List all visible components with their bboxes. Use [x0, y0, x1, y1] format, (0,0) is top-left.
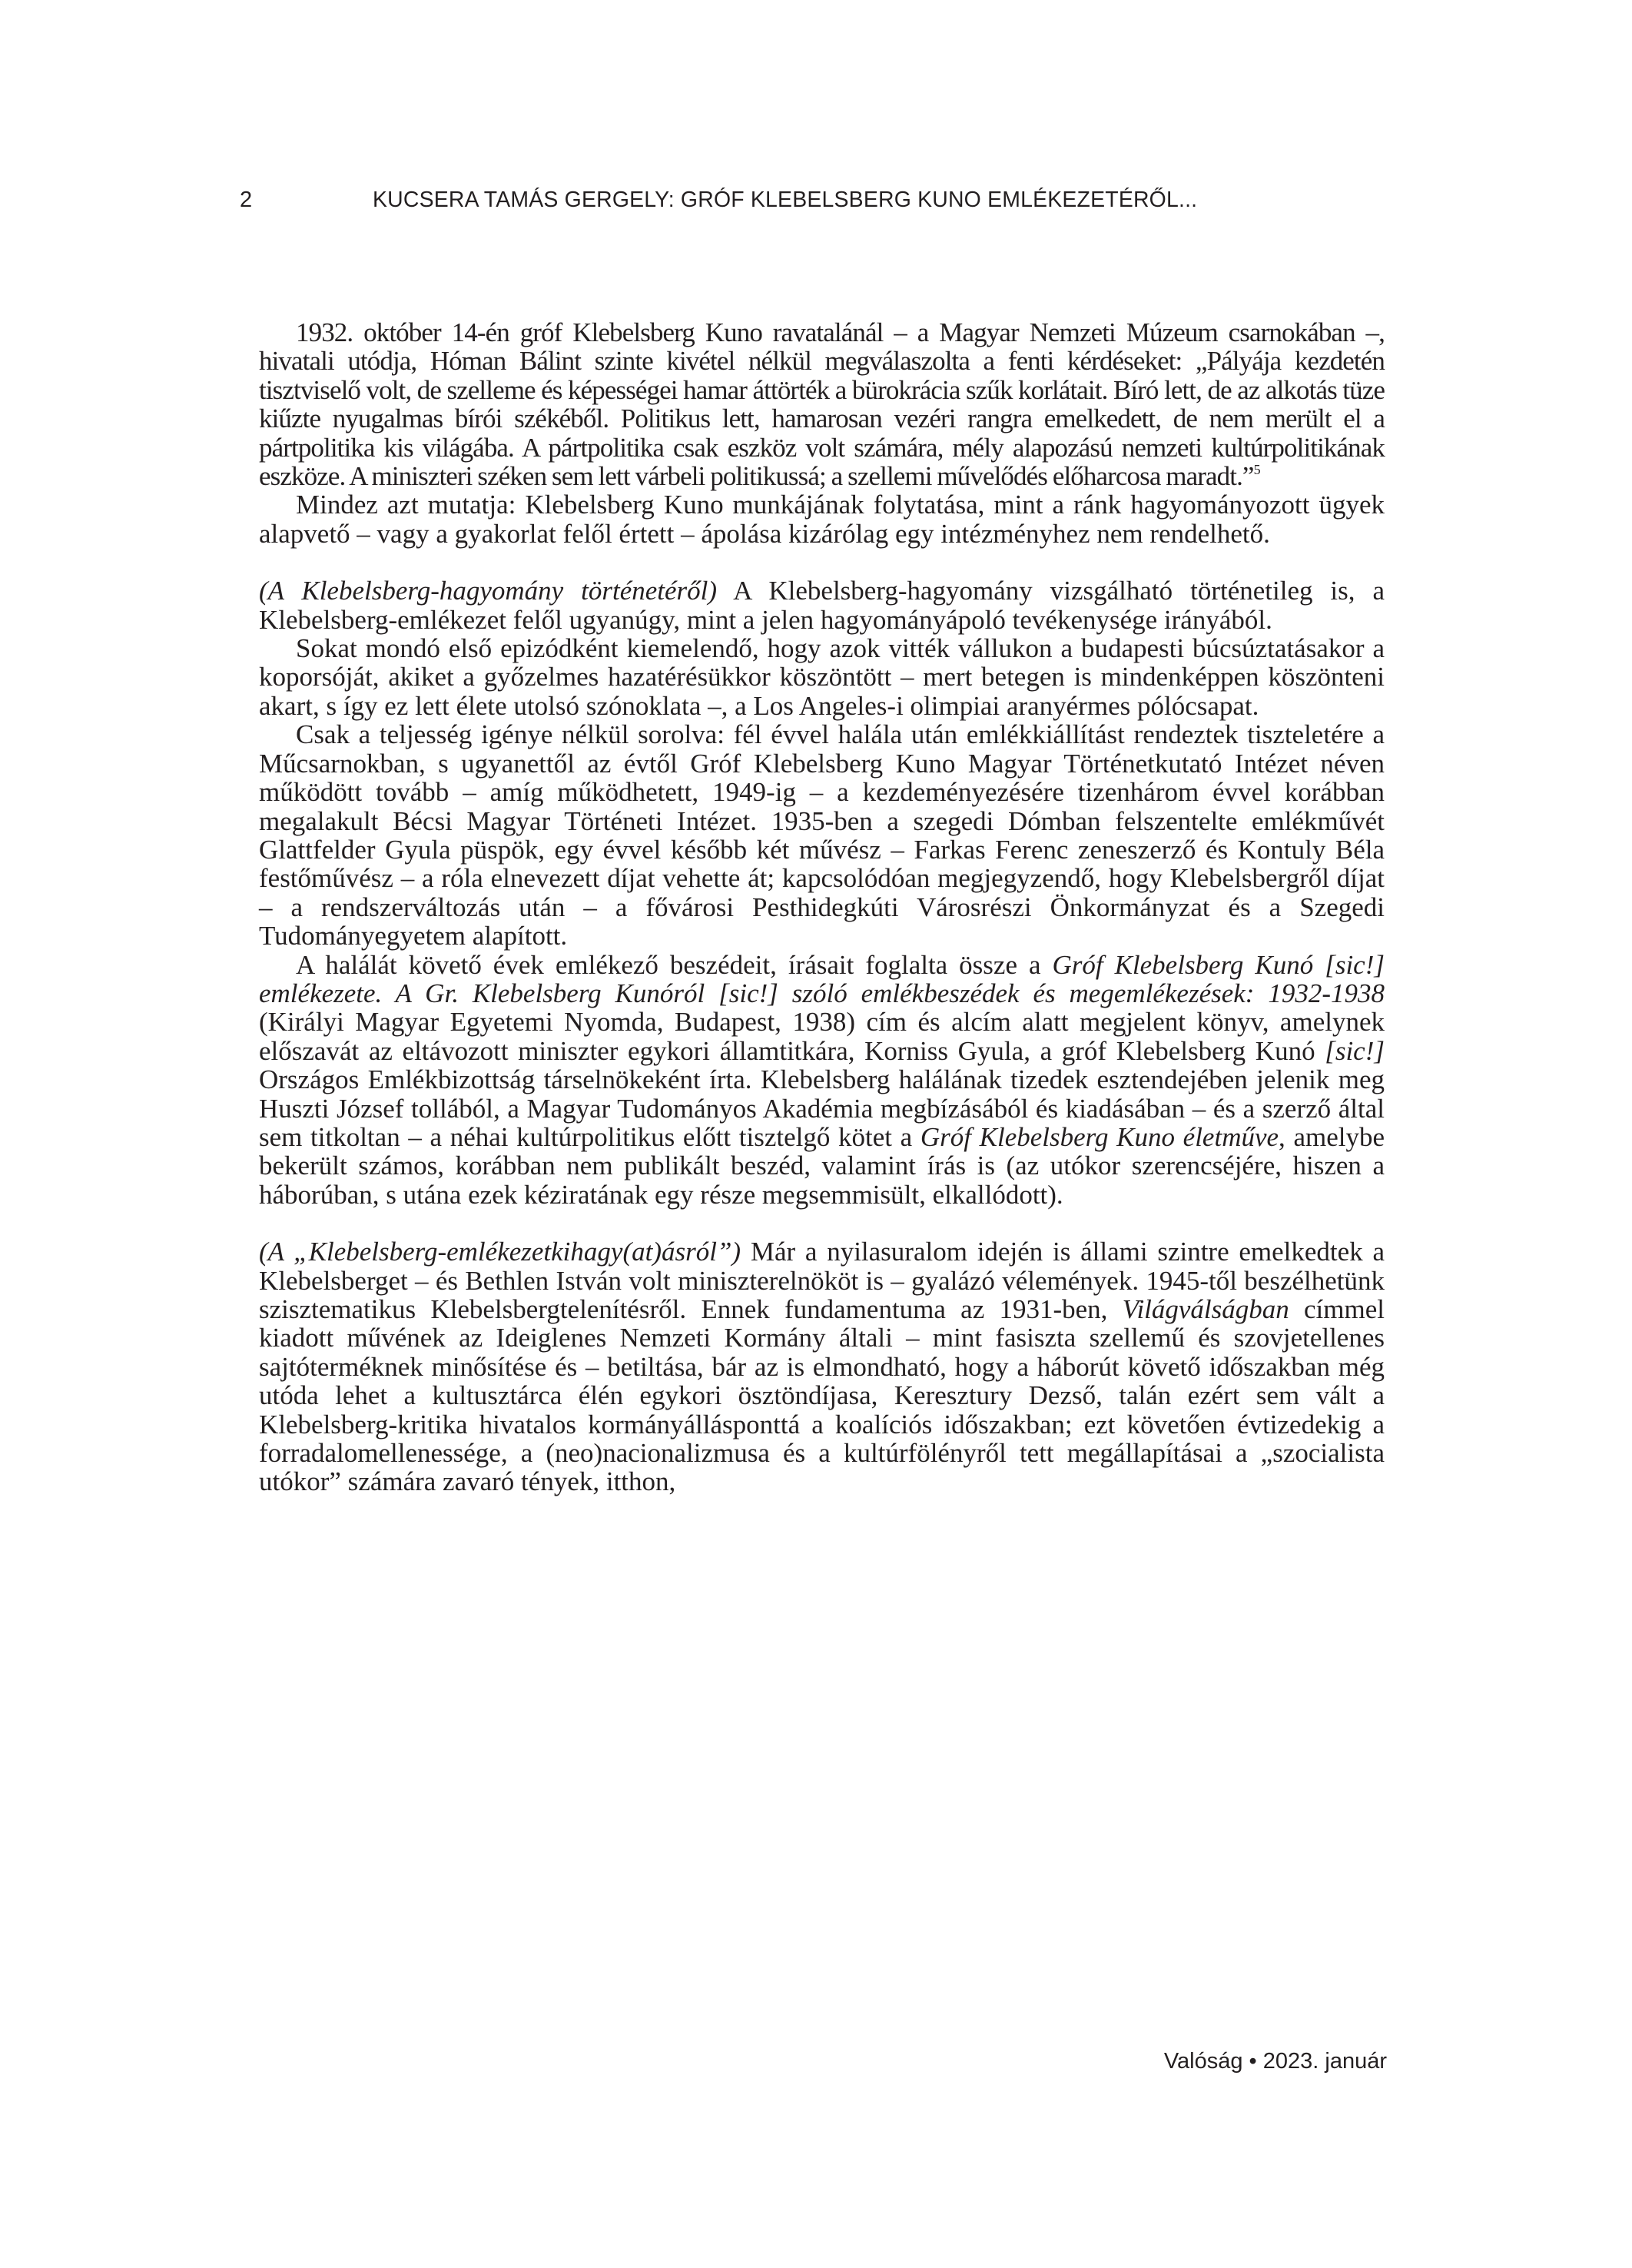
- running-title: KUCSERA TAMÁS GERGELY: GRÓF KLEBELSBERG KUNO EMLÉKEZETÉRŐL...: [373, 188, 1198, 212]
- book-title: Gróf Klebelsberg Kuno életműve: [920, 1121, 1279, 1152]
- paragraph-text: A Klebelsberg-hagyomány vizsgálható történetileg is, a Klebelsberg-emlékezet felől ugyanúgy, mint a jelen hagyományápoló tevékenysége irányából.: [259, 576, 1385, 635]
- paragraph: [259, 318, 1385, 490]
- section-heading: (A „Klebelsberg-emlékezetkihagy(at)ásról”): [259, 1237, 741, 1267]
- book-title: Világválságban: [1122, 1294, 1289, 1324]
- sic-note: [sic!]: [1325, 1035, 1385, 1066]
- paragraph-text: Már a nyilasuralom idején is állami szintre emelkedtek a Klebelsberget – és Bethlen István volt miniszterelnököt is – gyalázó vélemények. 1945-től beszélhetünk szisztematikus Klebelsbergtelenítésről. Ennek fundamentuma az 1931-ben,: [259, 1237, 1385, 1324]
- paragraph-text: (Királyi Magyar Egyetemi Nyomda, Budapest, 1938) cím és alcím alatt megjelent könyv, amelynek előszavát az eltávozott miniszter egykori államtitkára, Korniss Gyula, a gróf Klebelsberg Kunó: [259, 1007, 1385, 1066]
- section-paragraph: [259, 576, 1385, 634]
- paragraph-text: címmel kiadott művének az Ideiglenes Nemzeti Kormány általi – mint fasiszta szellemű és szovjetellenes sajtóterméknek minősítése és – betiltása, bár az is elmondható, hogy a háborút követő időszakban még utóda lehet a kultusztárca élén egykori ösztöndíjasa, Keresztury Dezső, talán ezért sem vált a Klebelsberg-kritika hivatalos kormányállásponttá a koalíciós időszakban; ezt követően évtizedekig a forradalomellenessége, a (neo)nacionalizmusa és a kultúrfölényről tett megállapításai a „szocialista utókor” számára zavaró tények, itthon,: [259, 1294, 1385, 1497]
- paragraph: [259, 951, 1385, 1210]
- book-title: Gróf Klebelsberg Kunó [sic!] emlékezete. A Gr. Klebelsberg Kunóról [sic!] szóló emlékbeszédek és megemlékezések: 1932-1938: [259, 949, 1385, 1008]
- section-heading: (A Klebelsberg-hagyomány történetéről): [259, 576, 718, 606]
- running-header: [238, 188, 1391, 218]
- paragraph: Mindez azt mutatja: Klebelsberg Kuno munkájának folytatása, mint a ránk hagyományozott ügyek alapvető – vagy a gyakorlat felől értett – ápolása kizárólag egy intézményhez nem rendelhető.: [259, 490, 1385, 549]
- paragraph-text: Országos Emlékbizottság társelnökeként írta. Klebelsberg halálának tizedek esztendejében jelenik meg Huszti József tollából, a Magyar Tudományos Akadémia megbízásából és kiadásában – és a szerző által sem titkoltan – a néhai kultúrpolitikus előtt tisztelgő kötet a: [259, 1064, 1385, 1152]
- paragraph: Sokat mondó első epizódként kiemelendő, hogy azok vitték vállukon a budapesti búcsúztatásakor a koporsóját, akiket a győzelmes hazatérésükkor köszöntött – mert betegen is mindenképpen köszönteni akart, s így ez lett élete utolsó szónoklata –, a Los Angeles-i olimpiai aranyérmes pólócsapat.: [259, 633, 1385, 721]
- paragraph: Csak a teljesség igénye nélkül sorolva: fél évvel halála után emlékkiállítást rendeztek tiszteletére a Műcsarnokban, s ugyanettől az évtől Gróf Klebelsberg Kuno Magyar Történetkutató Intézet néven működött tovább – amíg működhetett, 1949-ig – a kezdeményezésére tizenhárom évvel korábban megalakult Bécsi Magyar Történeti Intézet. 1935-ben a szegedi Dómban felszentelte emlékművét Glattfelder Gyula püspök, egy évvel később két művész – Farkas Ferenc zeneszerző és Kontuly Béla festőművész – a róla elnevezett díjat vehette át; kapcsolódóan megjegyzendő, hogy Klebelsbergről díjat – a rendszerváltozás után – a fővárosi Pesthidegkúti Városrészi Önkormányzat és a Szegedi Tudományegyetem alapított.: [259, 719, 1385, 951]
- paragraph-text: A halálát követő évek emlékező beszédeit, írásait foglalta össze a: [296, 949, 1053, 980]
- article-body: [259, 318, 1385, 1496]
- paragraph-text: 1932. október 14-én gróf Klebelsberg Kuno ravatalánál – a Magyar Nemzeti Múzeum csarnokában –, hivatali utódja, Hóman Bálint szinte kivétel nélkül megválaszolta a fenti kérdéseket: „Pályája kezdetén tisztviselő volt, de szelleme és képességei hamar áttörték a bürokrácia szűk korlátait. Bíró lett, de az alkotás tüze kiűzte nyugalmas bírói székéből. Politikus lett, hamarosan vezéri rangra emelkedett, de nem merült el a pártpolitika kis világába. A pártpolitika csak eszköz volt számára, mély alapozású nemzeti kultúrpolitikának eszköze. A miniszteri széken sem lett várbeli politikussá; a szellemi művelődés előharcosa maradt.”: [259, 317, 1385, 492]
- page-number: 2: [240, 188, 253, 212]
- section-paragraph: [259, 1237, 1385, 1496]
- footnote-ref[interactable]: 5: [1253, 462, 1260, 478]
- page-footer: Valóság • 2023. január: [1163, 2049, 1387, 2074]
- paragraph-text: , amelybe bekerült számos, korábban nem publikált beszéd, valamint írás is (az utókor szerencséjére, hiszen a háborúban, s utána ezek kéziratának egy része megsemmisült, elkallódott).: [259, 1121, 1385, 1210]
